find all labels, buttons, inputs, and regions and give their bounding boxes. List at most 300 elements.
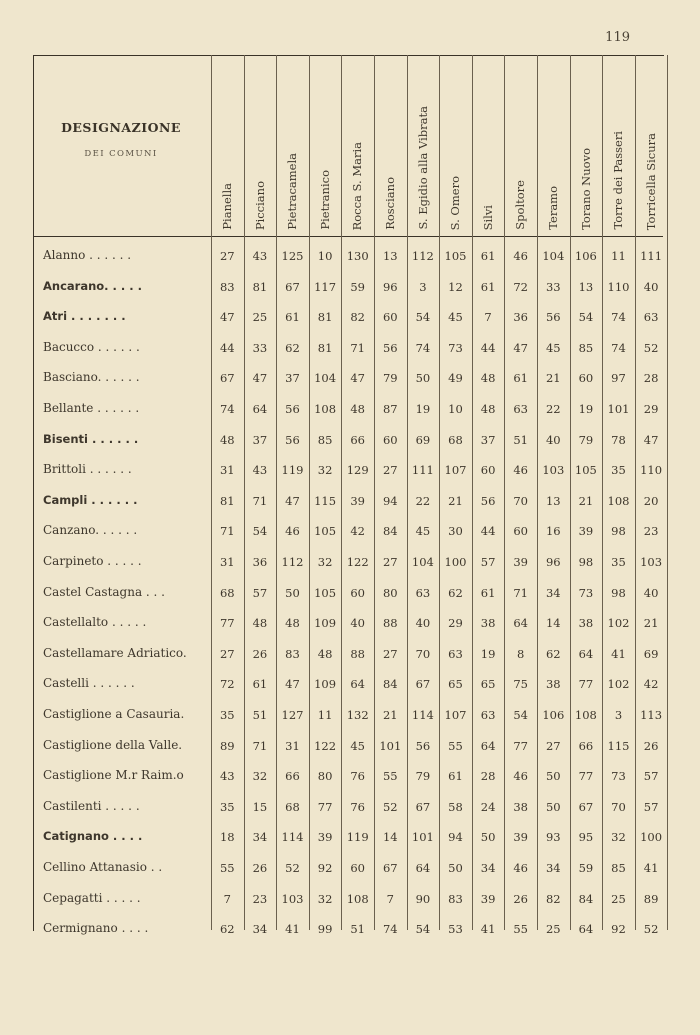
table-cell: 93 [545,830,561,845]
row-name: Castiglione a Casauria. [43,707,185,721]
table-cell: 32 [611,830,626,845]
table-cell: 35 [611,555,626,569]
column-header-rosciano [375,62,405,232]
table-row [36,639,663,669]
table-cell: 27 [382,555,398,569]
table-title: DESIGNAZIONE [61,120,181,135]
table-cell: 60 [350,585,365,600]
table-cell: 98 [611,585,626,600]
table-cell: 47 [350,371,365,386]
table-cell: 36 [513,310,528,325]
table-row [36,394,663,424]
column-header-torano-nuovo [571,62,601,232]
table-cell: 77 [317,799,333,814]
table-cell: 64 [578,922,594,937]
column-header-label: Torano Nuovo [578,148,593,230]
column-header-torricella-sicura [636,62,666,232]
table-cell: 69 [415,432,431,447]
table-cell: 53 [448,922,463,937]
table-row [36,333,663,363]
table-cell: 108 [314,402,337,416]
table-cell: 31 [219,463,235,478]
table-cell: 37 [285,371,300,386]
table-cell: 22 [415,493,431,508]
table-cell: 104 [411,555,434,569]
table-cell: 19 [578,402,594,416]
table-cell: 35 [611,463,626,478]
table-cell: 108 [346,891,369,906]
table-cell: 79 [578,432,594,447]
column-header-label: S. Omero [448,175,463,230]
row-name: Canzano. . . . . . [43,523,138,538]
row-name: Cepagatti . . . . . [43,890,141,905]
table-cell: 13 [382,249,398,263]
table-cell: 39 [317,830,333,845]
table-row [36,761,663,791]
table-cell: 125 [281,249,304,263]
row-name: Bisenti . . . . . . [43,431,139,446]
table-cell: 67 [578,799,594,814]
table-cell: 76 [350,799,365,814]
table-cell: 110 [640,463,663,478]
column-header-label: Rosciano [383,177,397,230]
table-cell: 25 [545,922,561,937]
table-row [36,425,663,455]
table-cell: 23 [643,524,659,539]
table-cell: 77 [578,769,594,784]
table-cell: 103 [640,555,663,569]
table-cell: 71 [350,340,365,355]
table-cell: 101 [411,830,434,845]
table-cell: 73 [611,769,626,784]
table-cell: 48 [317,646,333,661]
table-cell: 33 [252,340,268,355]
table-cell: 19 [480,646,496,661]
table-row [36,884,663,914]
table-cell: 34 [252,830,268,845]
table-row [36,578,663,608]
table-cell: 64 [513,616,528,631]
table-cell: 50 [285,585,300,600]
table-cell: 119 [281,463,304,478]
table-cell: 92 [611,922,626,937]
table-cell: 49 [448,371,463,386]
table-cell: 81 [317,310,333,325]
table-cell: 46 [513,769,528,784]
table-cell: 28 [643,371,659,386]
row-name: Castellalto . . . . . [43,615,147,630]
table-cell: 111 [411,463,434,478]
row-name: Alanno . . . . . . [43,248,132,262]
table-row [36,700,663,730]
table-cell: 29 [448,616,463,631]
table-cell: 37 [480,432,496,447]
table-cell: 45 [545,340,561,355]
table-cell: 85 [578,340,594,355]
row-name: Basciano. . . . . . [43,370,140,385]
table-cell: 56 [415,738,431,753]
table-cell: 80 [382,585,398,600]
table-cell: 31 [219,555,235,569]
table-cell: 51 [513,432,528,447]
table-cell: 27 [219,249,235,263]
table-cell: 52 [643,922,659,937]
table-cell: 127 [281,708,304,722]
table-row [36,486,663,516]
table-row [36,516,663,546]
table-cell: 56 [480,493,496,508]
column-header-s-egidio-alla-vibrata [408,62,438,232]
column-header-label: Silvi [480,204,495,230]
column-header-label: Picciano [252,180,267,230]
table-cell: 42 [350,524,365,539]
table-cell: 20 [643,493,659,508]
table-cell: 28 [480,769,496,784]
table-cell: 55 [448,738,463,753]
table-row [36,914,663,944]
table-cell: 110 [607,279,630,294]
table-cell: 65 [480,677,496,692]
table-cell: 23 [252,891,268,906]
table-cell: 39 [513,555,528,569]
table-cell: 38 [480,616,496,631]
table-cell: 50 [545,799,561,814]
table-cell: 50 [448,861,463,875]
table-cell: 97 [611,371,626,386]
table-cell: 27 [545,738,561,753]
row-name: Carpineto . . . . . [43,554,142,568]
table-cell: 41 [285,922,300,937]
table-cell: 64 [252,402,268,416]
table-row [36,363,663,393]
column-header-spoltore [505,62,535,232]
table-cell: 57 [643,799,659,814]
table-cell: 32 [317,463,333,478]
table-cell: 45 [448,310,463,325]
table-cell: 34 [480,861,496,875]
table-cell: 32 [252,769,268,784]
table-cell: 55 [513,922,528,937]
table-cell: 114 [281,830,304,845]
table-cell: 59 [350,279,365,294]
column-header-s-omero [440,62,470,232]
column-header-torre-dei-passeri [603,62,633,232]
table-cell: 47 [285,493,300,508]
table-cell: 80 [317,769,333,784]
table-cell: 105 [574,463,597,478]
table-cell: 24 [480,799,496,814]
table-cell: 67 [285,279,300,294]
table-cell: 103 [281,891,304,906]
table-cell: 56 [285,432,300,447]
page-number: 119 [605,30,630,45]
table-cell: 3 [614,708,623,722]
table-cell: 63 [448,646,463,661]
table-cell: 43 [252,463,268,478]
table-cell: 95 [578,830,594,845]
column-header-label: Torre dei Passeri [611,131,626,230]
table-cell: 40 [643,585,659,600]
table-cell: 61 [480,249,496,263]
table-cell: 15 [252,799,268,814]
row-name: Cermignano . . . . [43,921,149,936]
table-cell: 48 [480,402,496,416]
table-cell: 25 [252,310,268,325]
table-cell: 103 [542,463,565,478]
table-cell: 72 [513,279,528,294]
table-cell: 25 [611,891,626,906]
table-cell: 7 [223,891,231,906]
table-cell: 117 [314,279,337,294]
table-cell: 75 [513,677,528,692]
row-name: Castilenti . . . . . [43,798,140,813]
table-cell: 67 [219,371,235,386]
table-cell: 65 [448,677,463,692]
column-header-label: Rocca S. Maria [350,141,365,230]
table-cell: 34 [545,861,561,875]
table-cell: 105 [314,585,337,600]
table-cell: 26 [513,891,528,906]
table-row [36,669,663,699]
table-cell: 62 [448,585,463,600]
table-cell: 27 [382,463,398,478]
table-cell: 39 [350,493,365,508]
table-cell: 101 [607,402,630,416]
table-cell: 41 [611,646,626,661]
table-cell: 98 [578,555,594,569]
table-cell: 47 [219,310,235,325]
table-cell: 85 [317,432,333,447]
table-row [36,853,663,883]
column-rule [667,55,668,930]
table-cell: 41 [643,861,659,875]
table-cell: 60 [350,861,365,875]
table-cell: 62 [219,922,235,937]
table-cell: 68 [285,799,300,814]
table-cell: 89 [219,738,235,753]
table-cell: 52 [285,861,300,875]
table-cell: 61 [513,371,528,386]
table-cell: 132 [346,708,369,722]
table-cell: 40 [415,616,431,631]
table-cell: 83 [219,279,235,294]
table-cell: 7 [484,310,492,325]
table-cell: 87 [382,402,398,416]
table-cell: 40 [643,279,659,294]
table-cell: 79 [382,371,398,386]
table-cell: 44 [480,524,496,539]
table-cell: 32 [317,891,333,906]
table-cell: 16 [545,524,561,539]
table-cell: 47 [513,340,528,355]
table-cell: 21 [448,493,463,508]
table-cell: 96 [545,555,561,569]
table-cell: 109 [314,616,337,631]
table-cell: 43 [219,769,235,784]
table-cell: 51 [252,708,268,722]
table-cell: 50 [415,371,431,386]
table-cell: 13 [545,493,561,508]
table-cell: 33 [545,279,561,294]
column-header-silvi [473,62,503,232]
table-cell: 54 [415,310,431,325]
table-cell: 47 [252,371,268,386]
table-cell: 73 [448,340,463,355]
table-cell: 77 [513,738,528,753]
table-cell: 50 [545,769,561,784]
table-cell: 38 [578,616,594,631]
table-cell: 64 [415,861,431,875]
table-cell: 46 [285,524,300,539]
table-cell: 34 [252,922,268,937]
table-cell: 39 [480,891,496,906]
table-cell: 61 [448,769,463,784]
column-header-label: Torricella Sicura [643,132,658,230]
table-cell: 70 [513,493,528,508]
table-cell: 71 [219,524,235,539]
table-cell: 69 [643,646,659,661]
table-cell: 18 [219,830,235,845]
table-cell: 26 [252,646,268,661]
table-cell: 54 [578,310,594,325]
table-cell: 21 [545,371,561,386]
table-cell: 22 [545,402,561,416]
row-name: Bellante . . . . . . [43,401,140,415]
table-cell: 10 [317,249,333,263]
table-cell: 107 [444,708,467,722]
table-cell: 48 [219,432,235,447]
column-header-rocca-s-maria [342,62,372,232]
table-cell: 50 [480,830,496,845]
row-name: Castiglione M.r Raim.o [43,768,184,783]
table-cell: 122 [314,738,337,753]
table-cell: 96 [382,279,398,294]
table-cell: 14 [382,830,398,845]
row-name: Bacucco . . . . . . [43,339,140,354]
table-cell: 27 [219,646,235,661]
table-subtitle: DEI COMUNI [84,149,158,159]
row-name: Castiglione della Valle. [43,737,183,752]
table-cell: 83 [285,646,300,661]
table-cell: 63 [513,402,528,416]
table-cell: 109 [314,677,337,692]
table-cell: 44 [219,340,235,355]
table-cell: 55 [382,769,398,784]
table-cell: 63 [480,708,496,722]
table-cell: 21 [643,616,659,631]
row-name: Castelli . . . . . . [43,676,135,691]
table-cell: 67 [415,677,431,692]
table-cell: 74 [382,922,398,937]
table-cell: 61 [480,585,496,600]
table-cell: 11 [317,708,333,722]
table-cell: 10 [448,402,463,416]
table-cell: 108 [607,493,630,508]
table-cell: 113 [640,708,663,722]
row-name: Atri . . . . . . . [43,309,126,324]
table-cell: 100 [444,555,467,569]
table-cell: 7 [386,891,394,906]
table-cell: 32 [317,555,333,569]
table-cell: 115 [607,738,630,753]
table-cell: 88 [350,646,365,661]
table-cell: 61 [480,279,496,294]
table-cell: 107 [444,463,467,478]
table-cell: 73 [578,585,594,600]
table-cell: 122 [346,555,369,569]
table-cell: 84 [382,677,398,692]
row-name: Cellino Attanasio . . [43,860,163,874]
table-cell: 108 [574,708,597,722]
table-row [36,608,663,638]
table-cell: 54 [252,524,268,539]
column-header-label: Spoltore [513,180,528,230]
table-cell: 59 [578,861,594,875]
table-cell: 54 [513,708,528,722]
table-cell: 40 [350,616,365,631]
table-cell: 66 [350,432,365,447]
table-cell: 115 [314,493,337,508]
column-header-label: Pietracamela [285,153,300,230]
table-cell: 70 [415,646,431,661]
table-cell: 71 [252,738,268,753]
table-cell: 81 [219,493,235,508]
table-cell: 63 [643,310,659,325]
table-cell: 68 [219,585,235,600]
table-cell: 104 [314,371,337,386]
table-cell: 119 [346,830,369,845]
table-row [36,455,663,485]
table-cell: 67 [382,861,398,875]
table-cell: 74 [611,340,626,355]
table-cell: 58 [448,799,463,814]
table-cell: 52 [382,799,398,814]
table-cell: 114 [411,708,434,722]
table-cell: 112 [281,555,304,569]
table-cell: 61 [252,677,268,692]
row-name: Campli . . . . . . [43,492,138,507]
table-cell: 57 [252,585,268,600]
table-cell: 62 [545,646,561,661]
table-cell: 44 [480,340,496,355]
table-cell: 14 [545,616,561,631]
table-cell: 129 [346,463,369,478]
table-cell: 60 [382,310,398,325]
table-cell: 84 [382,524,398,539]
row-name: Brittoli . . . . . . [43,462,132,477]
table-cell: 47 [285,677,300,692]
table-cell: 48 [480,371,496,386]
column-header-pietranico [310,62,340,232]
table-cell: 35 [219,708,235,722]
table-cell: 47 [643,432,659,447]
table-cell: 90 [415,891,431,906]
table-cell: 60 [382,432,398,447]
table-cell: 61 [285,310,300,325]
table-cell: 82 [350,310,365,325]
table-cell: 29 [643,402,659,416]
table-cell: 105 [314,524,337,539]
table-cell: 74 [611,310,626,325]
table-cell: 74 [415,340,431,355]
table-cell: 38 [513,799,528,814]
table-cell: 105 [444,249,467,263]
table-cell: 88 [382,616,398,631]
column-header-pietracamela [277,62,307,232]
table-cell: 42 [643,677,659,692]
row-name: Castel Castagna . . . [43,584,165,599]
table-cell: 77 [578,677,594,692]
